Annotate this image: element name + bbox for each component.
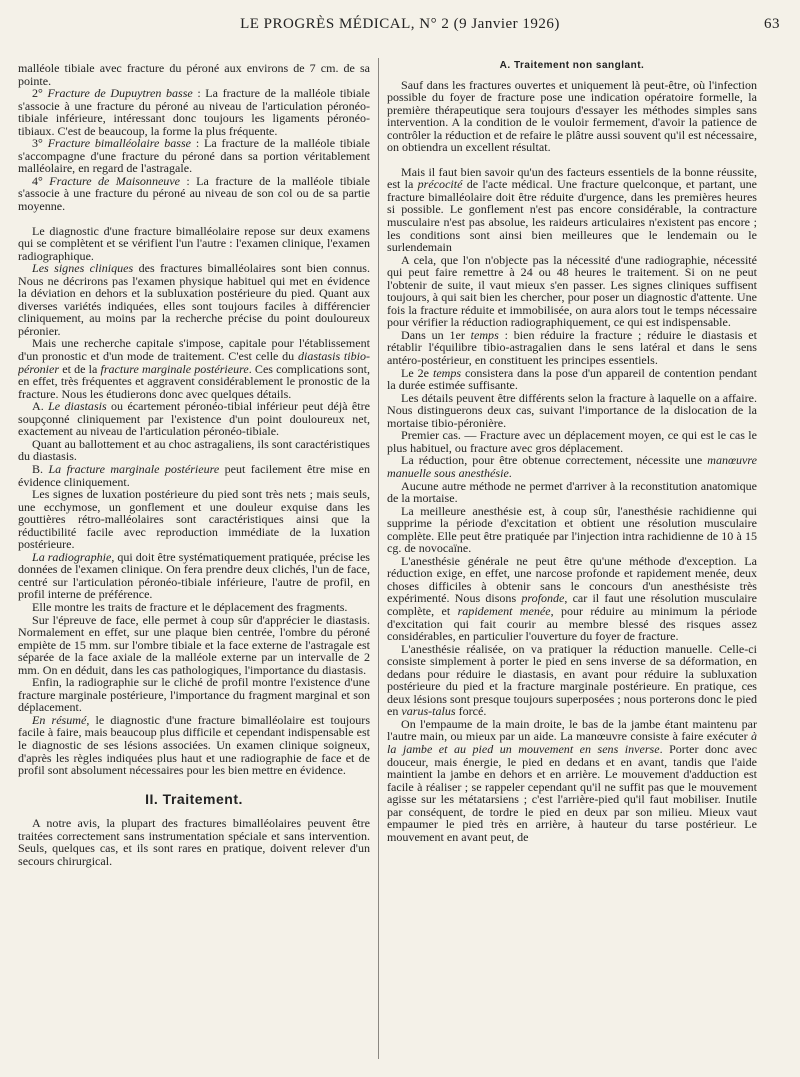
- paragraph: En résumé, le diagnostic d'une fracture bimalléolaire est toujours facile à faire, mais beaucoup plus difficile et cependant indispensable est le diagnostic de ses lésions associées. Un examen clinique soigneux, d'après les règles indiquées plus haut et une radiographie de face et de profil sont absolument nécessaires pour les bien mettre en évidence.: [18, 712, 370, 778]
- paragraph: 2° Fracture de Dupuytren basse : La fracture de la malléole tibiale s'associe à une fracture du péroné au niveau de l'articulation péronéo-tibiale inférieure, intéressant donc toujours les ligaments péronéo-tibiaux. C'est de beaucoup, la forme la plus fréquente.: [18, 86, 370, 138]
- paragraph: La radiographie, qui doit être systématiquement pratiquée, précise les données de l'examen clinique. On fera prendre deux clichés, l'un de face, centré sur l'articulation péronéo-tibiale inférieure, l'autre de profil, en profil interne de préférence.: [18, 549, 370, 602]
- paragraph: 4° Fracture de Maisonneuve : La fracture de la malléole tibiale s'associe à une fracture du péroné au niveau de son col ou de sa partie moyenne.: [18, 173, 370, 214]
- right-column: [387, 60, 757, 1065]
- paragraph: Sur l'épreuve de face, elle permet à coup sûr d'apprécier le diastasis. Normalement en effet, sur une plaque bien centrée, l'ombre du péroné empiète de 15 mm. sur l'ombre tibiale et la face externe de l'astragale est séparée de la face axiale de la malléole externe par un intervalle de 2 mm. On en déduit, dans les cas pathologiques, l'importance du diastasis.: [18, 612, 370, 677]
- paragraph: Les signes cliniques des fractures bimalléolaires sont bien connus. Nous ne décrirons pas l'examen physique habituel qui met en évidence la déviation en dehors et la subluxation postérieure du pied. Quant aux diverses variétés indiquées, elles sont toujours faciles à différencier cliniquement, au moins par la recherche précise du point douloureux péronier.: [18, 261, 370, 338]
- paragraph: 3° Fracture bimalléolaire basse : La fracture de la malléole tibiale s'accompagne d'une fracture du péroné dans sa portion véritablement malléolaire, en regard de l'astragale.: [18, 136, 370, 176]
- paragraph: A. Le diastasis ou écartement péronéo-tibial inférieur peut déjà être soupçonné cliniquement par l'existence d'un point douloureux net, exactement au niveau de l'articulation péronéo-tibiale.: [18, 399, 370, 439]
- paragraph: La meilleure anesthésie est, à coup sûr, l'anesthésie rachidienne qui supprime la période d'excitation et obtient une résolution musculaire complète. Elle peut être pratiquée par l'injection intra rachidienne de 10 à 15 cg. de novocaïne.: [387, 503, 757, 556]
- paragraph: Le 2e temps consistera dans la pose d'un appareil de contention pendant la durée estimée suffisante.: [387, 365, 757, 393]
- paragraph: Le diagnostic d'une fracture bimalléolaire repose sur deux examens qui se complètent et se vérifient l'un l'autre : l'examen clinique, l'examen radiographique.: [18, 223, 370, 263]
- paragraph: A notre avis, la plupart des fractures bimalléolaires peuvent être traitées correctement sans instrumentation spéciale et sans intervention. Seuls, quelques cas, et ils sont rares en pratique, doivent relever d'un secours chirurgical.: [18, 816, 370, 868]
- paragraph: L'anesthésie réalisée, on va pratiquer la réduction manuelle. Celle-ci consiste simplement à porter le pied en sens inverse de sa déformation, en dedans pour réduire le diastasis, en avant pour réduire la subluxation postérieure du pied et la fracture marginale postérieure. En pratique, ces deux lésions sont presque toujours superposées ; nous porterons donc le pied en varus-talus forcé.: [387, 641, 757, 719]
- section-heading: II. Traitement.: [145, 790, 243, 807]
- paragraph: Premier cas. — Fracture avec un déplacement moyen, ce qui est le cas le plus habituel, ou fracture avec gros déplacement.: [387, 428, 757, 455]
- journal-title: LE PROGRÈS MÉDICAL, N° 2 (9 Janvier 1926): [240, 15, 560, 32]
- paragraph: malléole tibiale avec fracture du péroné aux environs de 7 cm. de sa pointe.: [18, 62, 370, 88]
- paragraph: Les signes de luxation postérieure du pied sont très nets ; mais seuls, une ecchymose, un gonflement et une douleur exquise dans les gouttières rétro-malléolaires sont caractéristiques ainsi que la réductibilité facile avec reproduction immédiate de la luxation postérieure.: [18, 487, 370, 552]
- column-divider: [378, 58, 379, 1059]
- paragraph: Sauf dans les fractures ouvertes et uniquement là peut-être, où l'infection possible du foyer de fracture pose une indication opératoire formelle, la première thérapeutique sera toujours d'essayer les méthodes simples sans intervention. A la condition de le vouloir fermement, d'avoir la patience de contrôler la réduction et de refaire le plâtre aussi souvent qu'il est nécessaire, on obtiendra un excellent résultat.: [387, 77, 757, 155]
- paragraph: Quant au ballottement et au choc astragaliens, ils sont caractéristiques du diastasis.: [18, 436, 370, 464]
- paragraph: L'anesthésie générale ne peut être qu'une méthode d'exception. La réduction exige, en effet, une narcose profonde et rapidement menée, deux choses difficiles à obtenir sans le concours d'un anesthésiste très expérimenté. Nous disons profonde, car il faut une résolution musculaire complète, et rapidement menée, pour réduire au minimum la période d'excitation qui fait courir au membre blessé des risques assez considérables, en particulier l'ouverture du foyer de fracture.: [387, 553, 757, 644]
- subsection-heading: A. Traitement non sanglant.: [499, 60, 645, 71]
- paragraph: Enfin, la radiographie sur le cliché de profil montre l'existence d'une fracture marginale postérieure, l'importance du fragment marginal et son déplacement.: [18, 675, 370, 715]
- paragraph: Dans un 1er temps : bien réduire la fracture ; réduire le diastasis et rétablir l'équilibre tibio-astragalien dans le sens latéral et dans le sens antéro-postérieur, en constituent les principes essentiels.: [387, 327, 757, 368]
- running-header: [20, 12, 780, 36]
- paragraph: Mais il faut bien savoir qu'un des facteurs essentiels de la bonne réussite, est la précocité de l'acte médical. Une fracture quelconque, et partant, une fracture bimalléolaire doit être réduite d'urgence, dans les premières heures si possible. Le gonflement n'est pas encore considérable, la contracture musculaire n'est pas absolue, les raideurs articulaires n'existent pas encore ; les conditions sont ainsi bien meilleures que le lendemain ou le surlendemain: [387, 164, 757, 255]
- paragraph: B. La fracture marginale postérieure peut facilement être mise en évidence cliniquement.: [18, 461, 370, 489]
- paragraph: Aucune autre méthode ne permet d'arriver à la reconstitution anatomique de la mortaise.: [387, 478, 757, 506]
- left-column: [18, 62, 370, 1065]
- paragraph: A cela, que l'on n'objecte pas la nécessité d'une radiographie, nécessité qui peut faire remettre à 24 ou 48 heures le traitement. Si on ne peut l'obtenir de suite, il vaut mieux s'en passer. Les signes cliniques suffisent toujours, à qui sait bien les chercher, pour poser un diagnostic d'attente. Une fois la fracture réduite et immobilisée, on aura alors tout le temps nécessaire pour vérifier la réduction radiographiquement, ce qui est indispensable.: [387, 252, 757, 330]
- paragraph: Elle montre les traits de fracture et le déplacement des fragments.: [32, 599, 348, 614]
- paragraph: La réduction, pour être obtenue correctement, nécessite une manœuvre manuelle sous anesthésie.: [387, 453, 757, 480]
- paragraph: On l'empaume de la main droite, le bas de la jambe étant maintenu par l'autre main, ou mieux par un aide. La manœuvre consiste à faire exécuter à la jambe et au pied un mouvement en sens inverse. Porter donc avec douceur, mais énergie, le pied en dedans et en avant, tandis que l'aide maintient la jambe en dehors et en arrière. Le mouvement d'adduction est facile à réaliser ; se rappeler cependant qu'il ne suffit pas que le mouvement agisse sur les métatarsiens ; c'est l'arrière-pied qu'il faut mobiliser. Inutile par conséquent, de tordre le pied en deux par son milieu. Mieux vaut empaumer le pied très en arrière, à hauteur du tarse postérieur. Le mouvement en avant peut, de: [387, 716, 757, 844]
- paragraph: Les détails peuvent être différents selon la fracture à laquelle on a affaire. Nous distinguerons deux cas, suivant l'importance de la dislocation de la mortaise tibio-péronière.: [387, 390, 757, 430]
- paragraph: Mais une recherche capitale s'impose, capitale pour l'établissement d'un pronostic et d'un mode de traitement. C'est celle du diastasis tibio-péronier et de la fracture marginale postérieure. Ces complications sont, en effet, très fréquentes et aggravent considérablement le pronostic de la fracture. Nous les étudierons donc avec quelques détails.: [18, 336, 370, 401]
- page-number: 63: [764, 15, 780, 32]
